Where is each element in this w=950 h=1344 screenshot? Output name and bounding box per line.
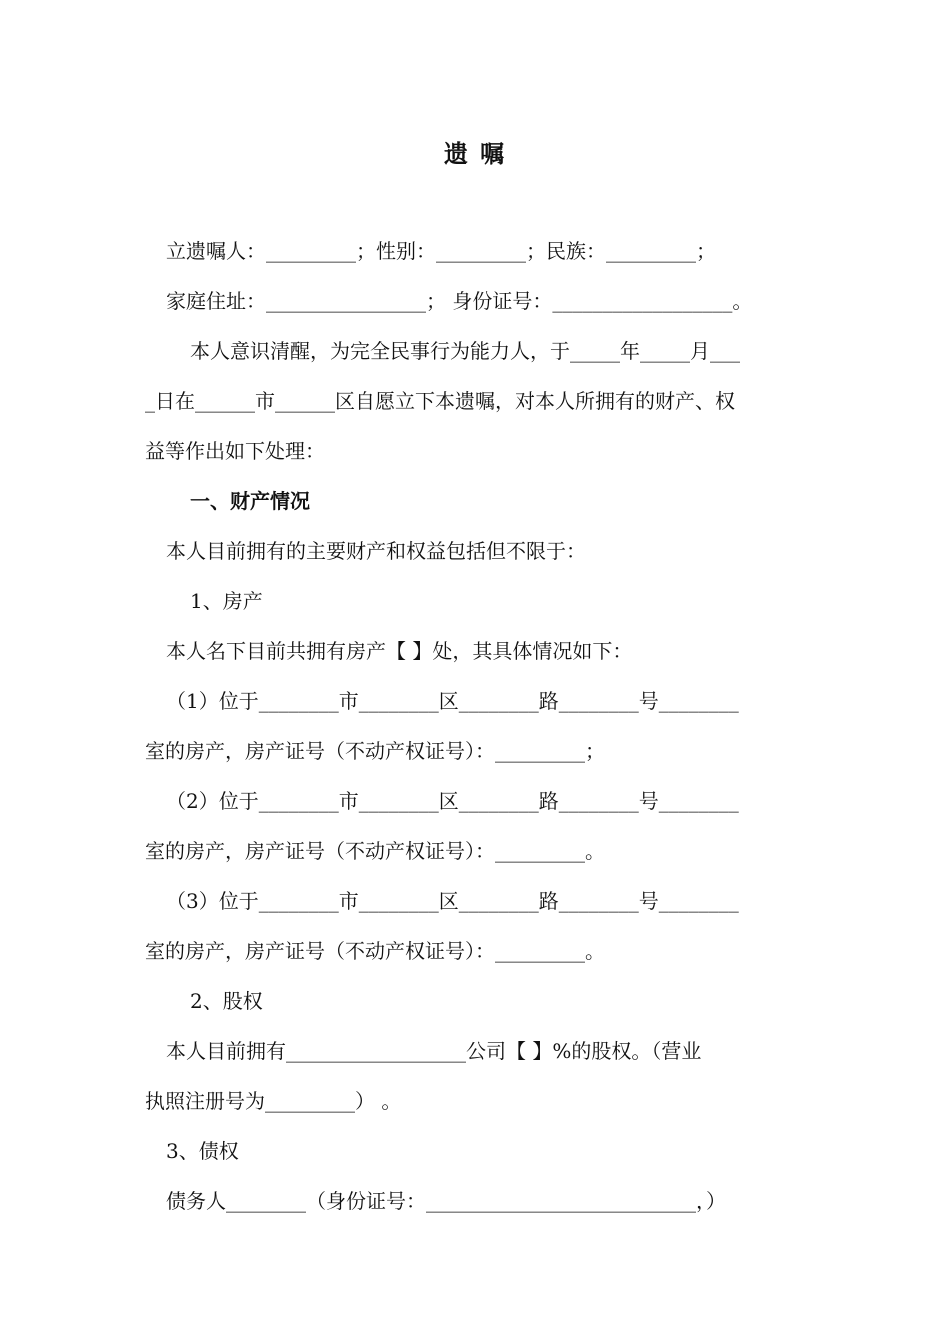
address-id-line: 家庭住址：________________； 身份证号：__________________。 bbox=[166, 289, 753, 313]
declaration-line-1: 本人意识清醒，为完全民事行为能力人，于_____年_____月___ bbox=[190, 339, 740, 363]
equity-line-2: 执照注册号为_________） 。 bbox=[145, 1089, 402, 1113]
testator-info-line: 立遗嘱人：_________；性别：_________；民族：_________； bbox=[166, 239, 716, 263]
subsection-equity: 2、股权 bbox=[190, 989, 263, 1013]
declaration-line-3: 益等作出如下处理： bbox=[145, 439, 325, 463]
debtor-line: 债务人________（身份证号：___________________________，） bbox=[166, 1189, 726, 1213]
equity-line-1: 本人目前拥有__________________公司【 】%的股权。（营业 bbox=[166, 1039, 702, 1063]
real-estate-count-line: 本人名下目前共拥有房产【 】处，其具体情况如下： bbox=[166, 639, 633, 663]
document-title: 遗 嘱 bbox=[443, 139, 507, 168]
property-1-address: （1）位于________市________区________路________号________ bbox=[166, 689, 739, 713]
property-3-address: （3）位于________市________区________路________号________ bbox=[166, 889, 739, 913]
property-2-address: （2）位于________市________区________路________号________ bbox=[166, 789, 739, 813]
property-2-certificate: 室的房产，房产证号（不动产权证号）：_________。 bbox=[145, 839, 605, 863]
property-3-certificate: 室的房产，房产证号（不动产权证号）：_________。 bbox=[145, 939, 605, 963]
subsection-claims: 3、债权 bbox=[166, 1139, 239, 1163]
section-heading-property: 一、财产情况 bbox=[190, 489, 310, 513]
declaration-line-2: _日在______市______区自愿立下本遗嘱，对本人所拥有的财产、权 bbox=[145, 389, 735, 413]
property-intro: 本人目前拥有的主要财产和权益包括但不限于： bbox=[166, 539, 586, 563]
subsection-real-estate: 1、房产 bbox=[190, 589, 263, 613]
property-1-certificate: 室的房产，房产证号（不动产权证号）：_________； bbox=[145, 739, 605, 763]
